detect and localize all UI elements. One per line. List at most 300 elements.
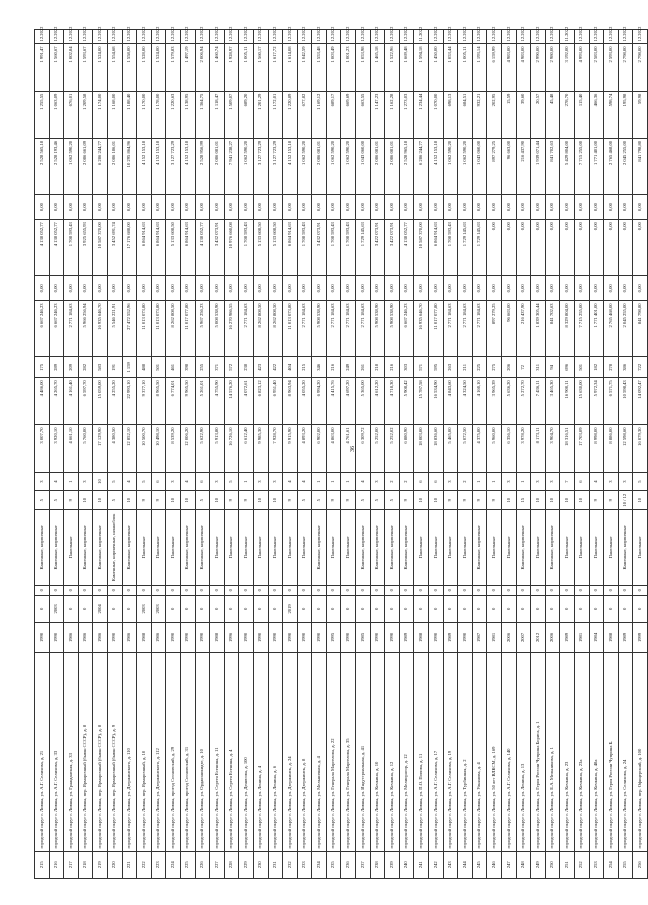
floors-cell: 10: [210, 491, 225, 510]
flag-cell: 0: [239, 585, 254, 595]
budget-zero-cell: 0,00: [487, 194, 502, 219]
year-built-cell: 1990: [239, 623, 254, 653]
entrances-cell: 4: [180, 472, 195, 491]
budget-zero-cell: 0,00: [166, 194, 181, 219]
cost-per-sqm-cell: 1 220,63: [166, 91, 181, 138]
cost-per-sqm-cell: 20,57: [531, 91, 546, 138]
fund-cost-cell: 1 708 593,43: [443, 220, 458, 276]
owners-cost-cell: 2 528 956,99: [195, 138, 210, 194]
flag-cell: 0: [93, 585, 108, 595]
wall-material-cell: Каменные, кирпичные: [356, 510, 371, 586]
limit-cost-cell: 1 053,44: [443, 44, 458, 91]
row-number-cell: 215: [35, 851, 50, 878]
cost-per-sqm-cell: 466,36: [589, 91, 604, 138]
budget-zero-cell: 0,00: [283, 194, 298, 219]
total-cost-cell: 897 279,25: [487, 301, 502, 357]
owners-cost-cell: 96 663,00: [502, 138, 517, 194]
row-number-cell: 218: [78, 851, 93, 878]
living-area-cell: 6 994,20: [312, 378, 327, 425]
wall-material-cell: Панельные: [326, 510, 341, 586]
year-built-cell: 1988: [210, 623, 225, 653]
budget-zero-cell: 0,00: [326, 194, 341, 219]
residents-cell: 501: [574, 357, 589, 378]
total-cost-cell: 16 935 646,70: [93, 301, 108, 357]
flag-cell: 0: [633, 585, 648, 595]
wall-material-cell: Панельные: [283, 510, 298, 586]
living-area-cell: 4 161,40: [64, 378, 79, 425]
cost-per-sqm-cell: 676,01: [64, 91, 79, 138]
cost-per-sqm-cell: 1 138,95: [180, 91, 195, 138]
residents-cell: 175: [35, 357, 50, 378]
owners-cost-cell: 5 429 804,00: [560, 138, 575, 194]
total-area-cell: 17 129,90: [93, 425, 108, 472]
total-area-cell: 16 726,10: [224, 425, 239, 472]
address-cell: городской округ г. Ливны, ул. Мелиоратор, д. 12: [399, 652, 414, 851]
table-row: [458, 30, 473, 879]
completion-date-cell: 12.2022: [166, 30, 181, 44]
budget-zero-cell: 0,00: [35, 194, 50, 219]
cost-per-sqm-cell: 1 162,28: [385, 91, 400, 138]
living-area-cell: 4 255,20: [107, 378, 122, 425]
entrances-cell: 2: [399, 472, 414, 491]
year-renovated-cell: 2004: [93, 595, 108, 622]
year-built-cell: 1990: [312, 623, 327, 653]
entrances-cell: 4: [297, 472, 312, 491]
limit-cost-cell: 1 450,00: [429, 44, 444, 91]
owners-cost-cell: 2 765 468,00: [604, 138, 619, 194]
limit-cost-cell: 1 560,17: [253, 44, 268, 91]
floors-cell: 10 / 12: [618, 491, 633, 510]
total-area-cell: 8 173,11: [531, 425, 546, 472]
completion-date-cell: 12.2022: [64, 30, 79, 44]
floors-cell: 9: [341, 491, 356, 510]
residents-cell: 211: [458, 357, 473, 378]
address-cell: городской округ г. Ливны, ул. Е.А. Мельникова, д. 1: [545, 652, 560, 851]
fund-cost-cell: 0,00: [516, 220, 531, 276]
table-row: [180, 30, 195, 879]
flag-cell: 0: [545, 585, 560, 595]
limit-cost-cell: 1 528,00: [137, 44, 152, 91]
budget-zero-cell: 0,00: [370, 194, 385, 219]
completion-date-cell: 11.2022: [560, 30, 575, 44]
owners-cost-cell: 4 152 153,18: [180, 138, 195, 194]
owners-cost-cell: 6 286 244,77: [414, 138, 429, 194]
address-cell: городской округ г. Ливны, ул. Кочкина, д. 10: [370, 652, 385, 851]
budget-zero-cell: 0,00: [195, 194, 210, 219]
fund-cost-cell: 0,00: [487, 220, 502, 276]
table-row: [472, 30, 487, 879]
total-area-cell: 17 703,09: [574, 425, 589, 472]
owners-cost-cell: 6 286 244,77: [93, 138, 108, 194]
flag-cell: 0: [356, 585, 371, 595]
table-row: [443, 30, 458, 879]
total-cost-cell: 6 667 246,23: [49, 301, 64, 357]
entrances-cell: 2: [385, 472, 400, 491]
limit-cost-cell: 1 554,68: [107, 44, 122, 91]
row-number-cell: 248: [516, 851, 531, 878]
wall-material-cell: Панельные: [458, 510, 473, 586]
limit-cost-cell: 4 983,00: [502, 44, 517, 91]
residents-cell: 422: [268, 357, 283, 378]
limit-cost-cell: 1 594,18: [414, 44, 429, 91]
year-renovated-cell: 0: [78, 595, 93, 622]
year-renovated-cell: 0: [472, 595, 487, 622]
address-cell: городской округ г. Ливны, ул. Сергея Есенина, д. 4: [224, 652, 239, 851]
owners-cost-cell: 1 062 590,20: [443, 138, 458, 194]
flag-cell: 0: [268, 585, 283, 595]
budget-zero-cell: 0,00: [312, 194, 327, 219]
owners-cost-cell: 2 086 081,01: [385, 138, 400, 194]
entrances-cell: 3: [268, 472, 283, 491]
floors-cell: 9: [326, 491, 341, 510]
residents-cell: 311: [531, 357, 546, 378]
wall-material-cell: Каменные, кирпичные: [78, 510, 93, 586]
address-cell: городской округ г. Ливны, ул. Денисова, д. 100: [239, 652, 254, 851]
total-area-cell: 9 985,30: [253, 425, 268, 472]
floors-cell: 10: [531, 491, 546, 510]
wall-material-cell: Панельные: [239, 510, 254, 586]
owners-cost-cell: 2 086 186,01: [107, 138, 122, 194]
fund-cost-cell: 0,00: [545, 220, 560, 276]
floors-cell: 10: [93, 491, 108, 510]
year-renovated-cell: 0: [122, 595, 137, 622]
floors-cell: 10: [253, 491, 268, 510]
year-built-cell: 1985: [356, 623, 371, 653]
table-row: [633, 30, 648, 879]
address-cell: городской округ г. Ливны, ул. Дзержинского, д. 110: [122, 652, 137, 851]
completion-date-cell: 12.2022: [545, 30, 560, 44]
entrances-cell: 4: [283, 472, 298, 491]
fund-zero-cell: 0,00: [78, 276, 93, 301]
wall-material-cell: Панельные: [341, 510, 356, 586]
fund-zero-cell: 0,00: [268, 276, 283, 301]
residents-cell: 398: [180, 357, 195, 378]
fund-cost-cell: 5 133 608,50: [253, 220, 268, 276]
entrances-cell: 1: [326, 472, 341, 491]
cost-per-sqm-cell: 698,13: [443, 91, 458, 138]
fund-zero-cell: 0,00: [618, 276, 633, 301]
fund-cost-cell: 1 708 593,43: [326, 220, 341, 276]
cost-per-sqm-cell: 663,55: [356, 91, 371, 138]
owners-cost-cell: 3 127 723,29: [253, 138, 268, 194]
entrances-cell: 4: [49, 472, 64, 491]
total-area-cell: 7 928,70: [268, 425, 283, 472]
limit-cost-cell: 1 005,11: [458, 44, 473, 91]
row-number-cell: 254: [604, 851, 619, 878]
table-row: [64, 30, 79, 879]
year-renovated-cell: 0: [166, 595, 181, 622]
cost-per-sqm-cell: 1 220,89: [283, 91, 298, 138]
residents-cell: 218: [370, 357, 385, 378]
limit-cost-cell: 1 928,97: [224, 44, 239, 91]
flag-cell: 0: [253, 585, 268, 595]
total-cost-cell: 8 262 808,50: [268, 301, 283, 357]
residents-cell: 263: [443, 357, 458, 378]
row-number-cell: 253: [589, 851, 604, 878]
year-renovated-cell: 0: [312, 595, 327, 622]
flag-cell: 0: [443, 585, 458, 595]
completion-date-cell: 12.2022: [487, 30, 502, 44]
year-built-cell: 1990: [107, 623, 122, 653]
table-row: [253, 30, 268, 879]
address-cell: городской округ г. Ливны, ул. А.Г. Селихова, д. 19: [443, 652, 458, 851]
completion-date-cell: 12.2022: [618, 30, 633, 44]
fund-cost-cell: 0,00: [604, 220, 619, 276]
address-cell: городской округ г. Ливны, ул. Индустриальная, д. 41: [356, 652, 371, 851]
budget-zero-cell: 0,00: [210, 194, 225, 219]
total-cost-cell: 5 908 538,90: [385, 301, 400, 357]
total-area-cell: 3 978,20: [516, 425, 531, 472]
residents-cell: 216: [385, 357, 400, 378]
owners-cost-cell: 7 941 238,27: [224, 138, 239, 194]
cost-per-sqm-cell: 1 234,44: [414, 91, 429, 138]
table-row: [93, 30, 108, 879]
table-body: [35, 26, 648, 879]
total-cost-cell: 2 771 184,63: [326, 301, 341, 357]
entrances-cell: 10: [93, 472, 108, 491]
floors-cell: 10: [502, 491, 517, 510]
fund-zero-cell: 0,00: [472, 276, 487, 301]
total-area-cell: 4 761,61: [341, 425, 356, 472]
cost-per-sqm-cell: 15,59: [502, 91, 517, 138]
year-built-cell: 1988: [604, 623, 619, 653]
fund-cost-cell: 10 587 370,00: [93, 220, 108, 276]
entrances-cell: 6: [574, 472, 589, 491]
total-cost-cell: 11 013 073,80: [283, 301, 298, 357]
address-cell: городской округ г. Ливны, ул. Ленина, д. 6: [268, 652, 283, 851]
owners-cost-cell: 7 715 255,00: [574, 138, 589, 194]
completion-date-cell: 12.2022: [531, 30, 546, 44]
fund-zero-cell: 0,00: [487, 276, 502, 301]
flag-cell: 0: [224, 585, 239, 595]
year-built-cell: 1989: [399, 623, 414, 653]
total-area-cell: 10 500,70: [137, 425, 152, 472]
limit-cost-cell: 1 002,84: [64, 44, 79, 91]
floors-cell: 9: [458, 491, 473, 510]
row-number-cell: 228: [224, 851, 239, 878]
fund-cost-cell: 0,00: [560, 220, 575, 276]
cost-per-sqm-cell: 1 188,40: [122, 91, 137, 138]
row-number-cell: 217: [64, 851, 79, 878]
flag-cell: 0: [516, 585, 531, 595]
completion-date-cell: 12.2022: [122, 30, 137, 44]
fund-cost-cell: 1 708 593,43: [239, 220, 254, 276]
entrances-cell: 3: [210, 472, 225, 491]
flag-cell: 0: [49, 585, 64, 595]
completion-date-cell: 12.2022: [326, 30, 341, 44]
year-built-cell: 1986: [64, 623, 79, 653]
completion-date-cell: 12.2022: [429, 30, 444, 44]
living-area-cell: 9 377,10: [137, 378, 152, 425]
budget-zero-cell: 0,00: [516, 194, 531, 219]
row-number-cell: 235: [326, 851, 341, 878]
completion-date-cell: 12.2022: [312, 30, 327, 44]
flag-cell: 0: [429, 585, 444, 595]
budget-zero-cell: 0,00: [78, 194, 93, 219]
entrances-cell: 1: [487, 472, 502, 491]
row-number-cell: 229: [239, 851, 254, 878]
fund-zero-cell: 0,00: [137, 276, 152, 301]
floors-cell: 5: [35, 491, 50, 510]
owners-cost-cell: 2 528 565,18: [35, 138, 50, 194]
year-renovated-cell: 2003: [137, 595, 152, 622]
completion-date-cell: 12.2022: [239, 30, 254, 44]
residents-cell: 94: [545, 357, 560, 378]
total-area-cell: 12 006,20: [180, 425, 195, 472]
address-cell: городской округ г. Ливны, ул. 50 лет ВЛКСМ, д. 169: [487, 652, 502, 851]
residents-cell: 696: [560, 357, 575, 378]
limit-cost-cell: 1 522,96: [385, 44, 400, 91]
residents-cell: 404: [283, 357, 298, 378]
total-cost-cell: 2 771 184,63: [64, 301, 79, 357]
total-area-cell: 8 998,00: [589, 425, 604, 472]
year-renovated-cell: 2003: [49, 595, 64, 622]
year-renovated-cell: 0: [458, 595, 473, 622]
total-area-cell: 12 598,60: [618, 425, 633, 472]
owners-cost-cell: 2 528 965,18: [399, 138, 414, 194]
wall-material-cell: Панельные: [604, 510, 619, 586]
total-cost-cell: 5 546 221,91: [107, 301, 122, 357]
wall-material-cell: Панельные: [487, 510, 502, 586]
fund-cost-cell: 4 138 052,77: [195, 220, 210, 276]
address-cell: городской округ г. Ливны, ул. Генерала Маргелова, д. 35: [341, 652, 356, 851]
owners-cost-cell: 3 127 723,29: [268, 138, 283, 194]
total-area-cell: 6 309,72: [356, 425, 371, 472]
year-renovated-cell: 0: [64, 595, 79, 622]
row-number-cell: 222: [137, 851, 152, 878]
residents-cell: 572: [224, 357, 239, 378]
total-area-cell: 5 960,00: [487, 425, 502, 472]
total-cost-cell: 2 771 184,63: [297, 301, 312, 357]
residents-cell: 423: [253, 357, 268, 378]
owners-cost-cell: 4 152 153,18: [151, 138, 166, 194]
budget-zero-cell: 0,00: [618, 194, 633, 219]
row-number-cell: 216: [49, 851, 64, 878]
entrances-cell: 7: [560, 472, 575, 491]
limit-cost-cell: 1 991,47: [35, 44, 50, 91]
living-area-cell: 15 630,00: [574, 378, 589, 425]
limit-cost-cell: 6 159,99: [487, 44, 502, 91]
total-cost-cell: 5 966 256,94: [78, 301, 93, 357]
residents-cell: 595: [429, 357, 444, 378]
cost-per-sqm-cell: 39,60: [516, 91, 531, 138]
budget-zero-cell: 0,00: [107, 194, 122, 219]
fund-zero-cell: 0,00: [326, 276, 341, 301]
flag-cell: 0: [472, 585, 487, 595]
floors-cell: 10: [429, 491, 444, 510]
floors-cell: 5: [107, 491, 122, 510]
year-renovated-cell: 0: [487, 595, 502, 622]
year-built-cell: 1990: [429, 623, 444, 653]
row-number-cell: 225: [180, 851, 195, 878]
living-area-cell: 5 272,70: [516, 378, 531, 425]
budget-zero-cell: 0,00: [341, 194, 356, 219]
cost-per-sqm-cell: 1 273,03: [399, 91, 414, 138]
fund-zero-cell: 0,00: [224, 276, 239, 301]
limit-cost-cell: 1 193,14: [472, 44, 487, 91]
limit-cost-cell: 2 798,00: [633, 44, 648, 91]
total-area-cell: 9 915,90: [283, 425, 298, 472]
total-area-cell: 12 852,10: [122, 425, 137, 472]
total-area-cell: 18 003,00: [414, 425, 429, 472]
completion-date-cell: 12.2022: [224, 30, 239, 44]
budget-zero-cell: 0,00: [224, 194, 239, 219]
residents-cell: 722: [633, 357, 648, 378]
address-cell: городской округ г. Ливны, ул. Гражданская, д. 33: [64, 652, 79, 851]
owners-cost-cell: 1 043 060,00: [472, 138, 487, 194]
owners-cost-cell: 4 152 153,18: [429, 138, 444, 194]
fund-zero-cell: 0,00: [414, 276, 429, 301]
total-cost-cell: 1 771 401,00: [589, 301, 604, 357]
address-cell: городской округ г. Ливны, ул. П.О. Попова, д. 11: [414, 652, 429, 851]
limit-cost-cell: 2 980,00: [545, 44, 560, 91]
year-renovated-cell: 0: [268, 595, 283, 622]
flag-cell: 0: [137, 585, 152, 595]
budget-zero-cell: 0,00: [604, 194, 619, 219]
residents-cell: 282: [78, 357, 93, 378]
row-number-cell: 250: [545, 851, 560, 878]
year-built-cell: 1981: [574, 623, 589, 653]
year-built-cell: 1990: [253, 623, 268, 653]
living-area-cell: 8 963,94: [283, 378, 298, 425]
floors-cell: 9: [283, 491, 298, 510]
completion-date-cell: 12.2022: [472, 30, 487, 44]
flag-cell: 0: [297, 585, 312, 595]
budget-zero-cell: 0,00: [458, 194, 473, 219]
row-number-cell: 242: [429, 851, 444, 878]
living-area-cell: 4 072,61: [239, 378, 254, 425]
table-row: [49, 30, 64, 879]
floors-cell: 9: [137, 491, 152, 510]
year-built-cell: 1990: [180, 623, 195, 653]
wall-material-cell: Каменные, кирпичные: [180, 510, 195, 586]
address-cell: городской округ г. Ливны, пер. Офицерский, д. 100: [633, 652, 648, 851]
wall-material-cell: Панельные: [151, 510, 166, 586]
year-built-cell: 1999: [633, 623, 648, 653]
fund-zero-cell: 0,00: [49, 276, 64, 301]
wall-material-cell: Панельные: [574, 510, 589, 586]
year-renovated-cell: 0: [341, 595, 356, 622]
residents-cell: 182: [589, 357, 604, 378]
address-cell: городской округ г. Ливны, ул. Кочкина, д. 48а: [589, 652, 604, 851]
owners-cost-cell: 2 086 081,01: [370, 138, 385, 194]
entrances-cell: 3: [370, 472, 385, 491]
limit-cost-cell: 1 001,23: [341, 44, 356, 91]
owners-cost-cell: 1 771 401,00: [589, 138, 604, 194]
residents-cell: 583: [93, 357, 108, 378]
row-number-cell: 227: [210, 851, 225, 878]
year-renovated-cell: 2003: [151, 595, 166, 622]
limit-cost-cell: 2 798,00: [618, 44, 633, 91]
fund-cost-cell: 3 452 691,74: [107, 220, 122, 276]
wall-material-cell: Панельные: [253, 510, 268, 586]
fund-cost-cell: 0,00: [618, 220, 633, 276]
entrances-cell: 3: [443, 472, 458, 491]
entrances-cell: 1: [472, 472, 487, 491]
living-area-cell: 16 900,11: [560, 378, 575, 425]
limit-cost-cell: 2 583,00: [589, 44, 604, 91]
flag-cell: 0: [618, 585, 633, 595]
living-area-cell: 3 465,30: [545, 378, 560, 425]
owners-cost-cell: 1 043 060,00: [356, 138, 371, 194]
fund-zero-cell: 0,00: [195, 276, 210, 301]
table-row: [487, 30, 502, 879]
table-row: [78, 30, 93, 879]
fund-zero-cell: 0,00: [574, 276, 589, 301]
year-renovated-cell: 0: [210, 595, 225, 622]
address-cell: городской округ г. Ливны, пер. Ярмарочный (бывш СССР), д. 9: [107, 652, 122, 851]
completion-date-cell: 12.2022: [253, 30, 268, 44]
